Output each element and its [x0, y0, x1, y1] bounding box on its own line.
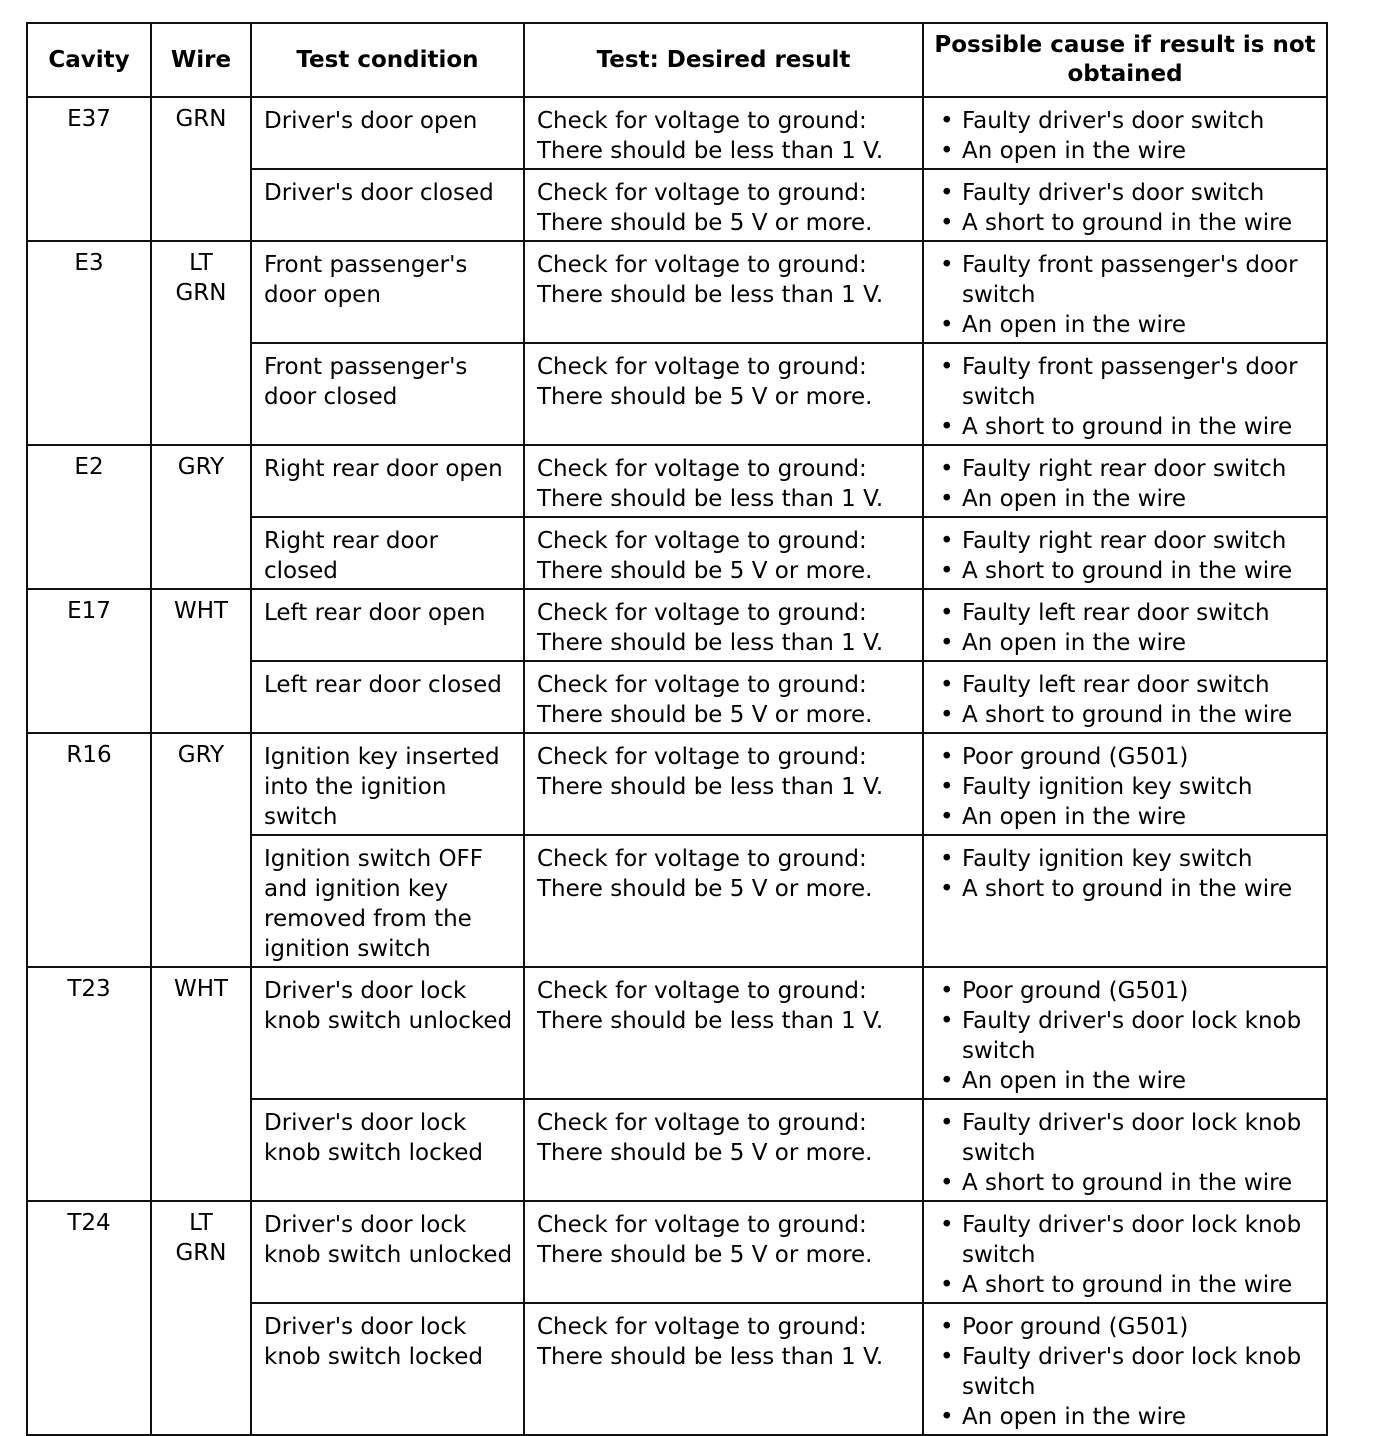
result-line: There should be 5 V or more. [537, 702, 873, 728]
result-line: Check for voltage to ground: [537, 252, 867, 278]
cause-item: • Faulty driver's door switch [936, 178, 1318, 208]
test-condition-cell: Driver's door lock knob switch unlocked [251, 967, 524, 1099]
desired-result-cell [524, 589, 923, 661]
cause-item: • Poor ground (G501) [936, 1312, 1318, 1342]
result-line: There should be less than 1 V. [537, 138, 884, 164]
possible-cause-cell [923, 517, 1327, 589]
desired-result-cell [524, 343, 923, 445]
cause-item: • Faulty ignition key switch [936, 844, 1318, 874]
desired-result-cell [524, 733, 923, 835]
cause-item: • Faulty right rear door switch [936, 454, 1318, 484]
possible-cause-cell [923, 733, 1327, 835]
wire-color: GRN [175, 280, 227, 306]
wire-color: GRY [177, 742, 225, 768]
test-condition-cell: Driver's door lock knob switch locked [251, 1099, 524, 1201]
cause-item: • An open in the wire [936, 136, 1318, 166]
test-condition-cell: Left rear door closed [251, 661, 524, 733]
cavity-cell: T24 [27, 1201, 151, 1435]
cause-item: • An open in the wire [936, 1066, 1318, 1096]
wire-color: WHT [173, 976, 229, 1002]
wire-cell [151, 733, 251, 967]
table-row [27, 733, 1327, 835]
cause-item: • Faulty driver's door lock knob switch [936, 1342, 1318, 1402]
cause-item: • Faulty left rear door switch [936, 670, 1318, 700]
cause-item: • A short to ground in the wire [936, 412, 1318, 442]
header-desired-result: Test: Desired result [524, 23, 923, 97]
test-condition-cell: Left rear door open [251, 589, 524, 661]
test-condition-cell: Driver's door open [251, 97, 524, 169]
test-condition-cell: Ignition key inserted into the ignition switch [251, 733, 524, 835]
possible-cause-cell [923, 445, 1327, 517]
cause-item: • Poor ground (G501) [936, 742, 1318, 772]
wire-cell [151, 97, 251, 241]
cause-item: • Faulty front passenger's door switch [936, 250, 1318, 310]
result-line: Check for voltage to ground: [537, 672, 867, 698]
cause-item: • Faulty right rear door switch [936, 526, 1318, 556]
desired-result-cell [524, 661, 923, 733]
header-row [27, 23, 1327, 97]
cavity-cell: E37 [27, 97, 151, 241]
desired-result-cell [524, 835, 923, 967]
result-line: Check for voltage to ground: [537, 180, 867, 206]
table-row [27, 97, 1327, 169]
table-row [27, 1201, 1327, 1303]
test-condition-cell: Right rear door closed [251, 517, 524, 589]
cause-item: • Faulty ignition key switch [936, 772, 1318, 802]
desired-result-cell [524, 169, 923, 241]
possible-cause-cell [923, 1303, 1327, 1435]
cause-item: • Faulty driver's door lock knob switch [936, 1210, 1318, 1270]
result-line: Check for voltage to ground: [537, 600, 867, 626]
possible-cause-cell [923, 967, 1327, 1099]
test-condition-cell: Front passenger's door open [251, 241, 524, 343]
wire-cell [151, 1201, 251, 1435]
cause-item: • Faulty driver's door lock knob switch [936, 1006, 1318, 1066]
cause-item: • Faulty front passenger's door switch [936, 352, 1318, 412]
result-line: Check for voltage to ground: [537, 978, 867, 1004]
test-condition-cell: Right rear door open [251, 445, 524, 517]
result-line: Check for voltage to ground: [537, 1314, 867, 1340]
wire-color: GRN [175, 106, 227, 132]
desired-result-cell [524, 1303, 923, 1435]
possible-cause-cell [923, 343, 1327, 445]
cause-item: • Faulty driver's door switch [936, 106, 1318, 136]
result-line: Check for voltage to ground: [537, 108, 867, 134]
cause-item: • A short to ground in the wire [936, 700, 1318, 730]
possible-cause-cell [923, 1099, 1327, 1201]
result-line: Check for voltage to ground: [537, 1212, 867, 1238]
wire-color: LT [189, 250, 213, 276]
wire-cell [151, 589, 251, 733]
wire-color: WHT [173, 598, 229, 624]
desired-result-cell [524, 445, 923, 517]
test-condition-cell: Driver's door lock knob switch unlocked [251, 1201, 524, 1303]
desired-result-cell [524, 1201, 923, 1303]
result-line: There should be less than 1 V. [537, 1344, 884, 1370]
table-row [27, 445, 1327, 517]
wire-cell [151, 241, 251, 445]
possible-cause-cell [923, 835, 1327, 967]
diagnostic-table [26, 22, 1328, 1436]
possible-cause-cell [923, 661, 1327, 733]
result-line: There should be less than 1 V. [537, 486, 884, 512]
possible-cause-cell [923, 97, 1327, 169]
header-possible-cause: Possible cause if result is not obtained [923, 23, 1327, 97]
table-row [27, 589, 1327, 661]
result-line: Check for voltage to ground: [537, 354, 867, 380]
possible-cause-cell [923, 1201, 1327, 1303]
desired-result-cell [524, 517, 923, 589]
result-line: There should be 5 V or more. [537, 1140, 873, 1166]
cavity-cell: R16 [27, 733, 151, 967]
result-line: There should be less than 1 V. [537, 282, 884, 308]
cause-item: • Poor ground (G501) [936, 976, 1318, 1006]
result-line: Check for voltage to ground: [537, 1110, 867, 1136]
cause-item: • A short to ground in the wire [936, 208, 1318, 238]
result-line: Check for voltage to ground: [537, 744, 867, 770]
wire-color: GRN [175, 1240, 227, 1266]
result-line: Check for voltage to ground: [537, 456, 867, 482]
cavity-cell: E2 [27, 445, 151, 589]
result-line: There should be less than 1 V. [537, 630, 884, 656]
cause-item: • Faulty driver's door lock knob switch [936, 1108, 1318, 1168]
test-condition-cell: Driver's door lock knob switch locked [251, 1303, 524, 1435]
desired-result-cell [524, 1099, 923, 1201]
cause-item: • An open in the wire [936, 802, 1318, 832]
result-line: There should be 5 V or more. [537, 384, 873, 410]
result-line: There should be 5 V or more. [537, 210, 873, 236]
desired-result-cell [524, 97, 923, 169]
wire-cell [151, 445, 251, 589]
test-condition-cell: Driver's door closed [251, 169, 524, 241]
header-test-condition: Test condition [251, 23, 524, 97]
table-row [27, 967, 1327, 1099]
cause-item: • An open in the wire [936, 484, 1318, 514]
possible-cause-cell [923, 169, 1327, 241]
cause-item: • A short to ground in the wire [936, 1270, 1318, 1300]
test-condition-cell: Ignition switch OFF and ignition key removed from the ignition switch [251, 835, 524, 967]
cause-item: • An open in the wire [936, 1402, 1318, 1432]
table-row [27, 241, 1327, 343]
wire-color: LT [189, 1210, 213, 1236]
result-line: There should be less than 1 V. [537, 1008, 884, 1034]
header-cavity: Cavity [27, 23, 151, 97]
cavity-cell: T23 [27, 967, 151, 1201]
wire-cell [151, 967, 251, 1201]
cause-item: • A short to ground in the wire [936, 1168, 1318, 1198]
cause-item: • A short to ground in the wire [936, 556, 1318, 586]
header-wire: Wire [151, 23, 251, 97]
cavity-cell: E17 [27, 589, 151, 733]
result-line: There should be 5 V or more. [537, 876, 873, 902]
result-line: Check for voltage to ground: [537, 846, 867, 872]
desired-result-cell [524, 241, 923, 343]
wire-color: GRY [177, 454, 225, 480]
cavity-cell: E3 [27, 241, 151, 445]
cause-item: • Faulty left rear door switch [936, 598, 1318, 628]
result-line: There should be 5 V or more. [537, 558, 873, 584]
cause-item: • An open in the wire [936, 310, 1318, 340]
possible-cause-cell [923, 589, 1327, 661]
result-line: There should be 5 V or more. [537, 1242, 873, 1268]
result-line: There should be less than 1 V. [537, 774, 884, 800]
cause-item: • An open in the wire [936, 628, 1318, 658]
desired-result-cell [524, 967, 923, 1099]
cause-item: • A short to ground in the wire [936, 874, 1318, 904]
result-line: Check for voltage to ground: [537, 528, 867, 554]
test-condition-cell: Front passenger's door closed [251, 343, 524, 445]
possible-cause-cell [923, 241, 1327, 343]
